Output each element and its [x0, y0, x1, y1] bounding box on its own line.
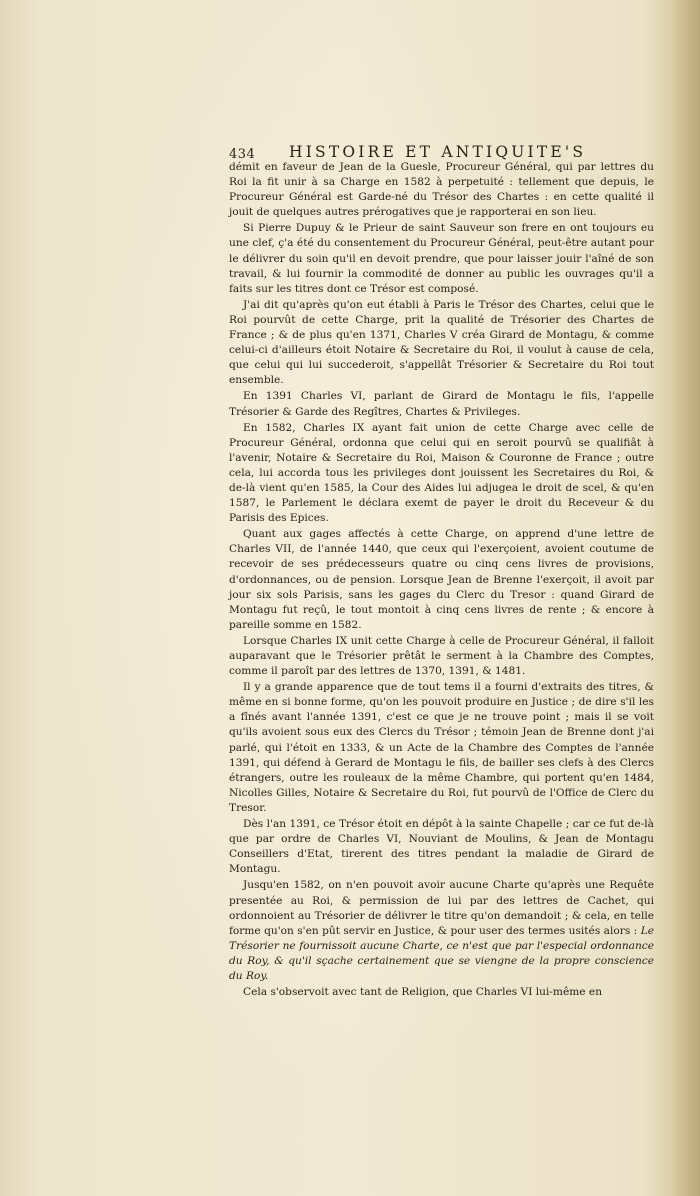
- italic-quotation: Le Trésorier ne fournissoit aucune Charte, ce n'est que par l'especial ordonnance du Roy, & qu'il sçache certainement que se viengne de la propre conscience du Roy.: [229, 924, 654, 982]
- paragraph-8: Il y a grande apparence que de tout tems il a fourni d'extraits des titres, & même en si bonne forme, qu'on les pouvoit produire en Justice ; de dire s'il les a fînés avant l'année 1391, c'est ce que je ne trouve point ; mais il se voit qu'ils avoient sous eux des Clercs du Trésor ; témoin Jean de Brenne dont j'ai parlé, qui l'étoit en 1333, & un Acte de la Chambre des Comptes de l'année 1391, qui défend à Gerard de Montagu le fils, de bailler ses clefs à des Clercs étrangers, outre les rouleaux de la même Chambre, qui portent qu'en 1484, Nicolles Gilles, Notaire & Secretaire du Roi, fut pourvû de l'Office de Clerc du Tresor.: [229, 681, 654, 814]
- paragraph-11: Cela s'observoit avec tant de Religion, que Charles VI lui-même en: [243, 986, 603, 999]
- paragraph-9: Dès l'an 1391, ce Trésor étoit en dépôt à la sainte Chapelle ; car ce fut de-là que par ordre de Charles VI, Nouviant de Moulins, & Jean de Montagu Conseillers d'Etat, tirerent des titres pendant la maladie de Girard de Montagu.: [229, 818, 654, 876]
- paragraph-2: Si Pierre Dupuy & le Prieur de saint Sauveur son frere en ont toujours eu une clef, ç'a été du consentement du Procureur Général, peut-être autant pour le délivrer du soin qu'il en devoit prendre, que pour laisser jouir l'aîné de son travail, & lui fournir la commodité de donner au public les ouvrages qu'il a faits sur les titres dont ce Trésor est composé.: [229, 222, 654, 295]
- paragraph-10-text: Jusqu'en 1582, on n'en pouvoit avoir aucune Charte qu'après une Requête presentée au Roi, & permission de lui par des lettres de Cachet, qui ordonnoient au Trésorier de délivrer le titre qu'on demandoit ; & cela, en telle forme qu'on s'en pût servir en Justice, & pour user des termes usités alors :: [229, 879, 654, 937]
- page-number: 434: [229, 147, 256, 162]
- running-head: HISTOIRE ET ANTIQUITE'S: [289, 143, 587, 161]
- paragraph-3: J'ai dit qu'après qu'on eut établi à Paris le Trésor des Chartes, celui que le Roi pourvût de cette Charge, prit la qualité de Trésorier des Chartes de France ; & de plus qu'en 1371, Charles V créa Girard de Montagu, & comme celui-ci d'ailleurs étoit Notaire & Secretaire du Roi, il voulut à cause de cela, que celui qui lui succederoit, s'appellât Trésorier & Secretaire du Roi tout ensemble.: [229, 298, 654, 387]
- page-edge-shadow: [672, 0, 700, 1196]
- paragraph-7: Lorsque Charles IX unit cette Charge à celle de Procureur Général, il falloit auparavant que le Trésorier prêtât le serment à la Chambre des Comptes, comme il paroît par des lettres de 1370, 1391, & 1481.: [229, 634, 654, 678]
- body-text: [229, 160, 654, 1001]
- paragraph-10: [229, 878, 654, 984]
- paragraph-1: démit en faveur de Jean de la Guesle, Procureur Général, qui par lettres du Roi la fit unir à sa Charge en 1582 à perpetuité : tellement que depuis, le Procureur Général est Garde-né du Trésor des Chartes : en cette qualité il jouit de quelques autres prérogatives que je rapporterai en son lieu.: [229, 161, 654, 219]
- paragraph-4: En 1391 Charles VI, parlant de Girard de Montagu le fils, l'appelle Trésorier & Garde des Regîtres, Chartes & Privileges.: [229, 390, 654, 418]
- paragraph-5: En 1582, Charles IX ayant fait union de cette Charge avec celle de Procureur Général, ordonna que celui qui en seroit pourvû se qualifiât à l'avenir, Notaire & Secretaire du Roi, Maison & Couronne de France ; outre cela, lui accorda tous les privileges dont jouissent les Secretaires du Roi, & de-là vient qu'en 1585, la Cour des Aides lui adjugea le droit de scel, & qu'en 1587, le Parlement le déclara exemt de payer le droit du Receveur & du Parisis des Epices.: [229, 421, 654, 525]
- paragraph-6: Quant aux gages affectés à cette Charge, on apprend d'une lettre de Charles VII, de l'année 1440, que ceux qui l'exerçoient, avoient coutume de recevoir de ses prédecesseurs quatre ou cinq cens livres de provisions, d'ordonnances, ou de pension. Lorsque Jean de Brenne l'exerçoit, il avoit par jour six sols Parisis, sans les gages du Clerc du Tresor : quand Girard de Montagu fut reçû, le tout montoit à cinq cens livres de rente ; & encore à pareille somme en 1582.: [229, 528, 654, 631]
